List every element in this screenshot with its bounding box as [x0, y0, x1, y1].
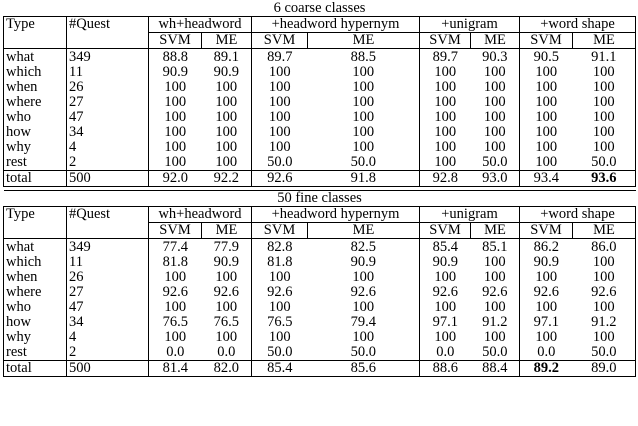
cell-value: 100 [149, 155, 202, 171]
method-header-svm: SVM [420, 33, 471, 49]
cell-value: 100 [352, 330, 375, 345]
cell-quest: 26 [67, 270, 149, 285]
cell-value: 100 [252, 270, 308, 285]
column-group-header: +unigram [420, 207, 520, 223]
cell-value: 100 [352, 95, 375, 110]
cell-value: 50.0 [350, 345, 376, 360]
cell-value: 100 [573, 125, 636, 140]
cell-type: who [4, 110, 67, 125]
cell-value [520, 361, 573, 377]
cell-quest: 34 [67, 125, 149, 140]
best-value: 93.6 [591, 170, 617, 186]
cell-type: where [4, 285, 67, 300]
cell-value: 100 [215, 270, 238, 285]
cell-type: which [4, 65, 67, 80]
column-group-header: +unigram [420, 17, 520, 33]
cell-value: 100 [483, 80, 506, 95]
column-group-header: +headword hypernym [252, 207, 420, 223]
cell-value: 100 [252, 110, 308, 125]
cell-type: when [4, 80, 67, 95]
cell-value: 100 [420, 110, 471, 125]
cell-value: 76.5 [149, 315, 202, 330]
cell-value: 100 [252, 95, 308, 110]
results-table-body [4, 1, 636, 377]
cell-type: what [4, 49, 67, 66]
cell-type: why [4, 140, 67, 155]
cell-value: 90.5 [520, 49, 573, 66]
method-header-svm: SVM [252, 223, 308, 239]
cell-value: 89.7 [252, 49, 308, 66]
method-header-me: ME [573, 33, 636, 49]
cell-value: 89.1 [213, 49, 239, 65]
cell-type: how [4, 125, 67, 140]
cell-value: 100 [352, 300, 375, 315]
cell-value: 100 [352, 65, 375, 80]
table-row [4, 140, 636, 155]
cell-value: 100 [149, 80, 202, 95]
method-header-me: ME [202, 223, 252, 239]
cell-value: 88.5 [350, 49, 376, 65]
cell-value: 100 [520, 95, 573, 110]
column-header-type: Type [4, 17, 67, 49]
cell-value: 100 [420, 300, 471, 315]
cell-value: 90.9 [520, 255, 573, 270]
cell-value: 100 [149, 95, 202, 110]
cell-value: 100 [352, 110, 375, 125]
cell-value: 100 [420, 65, 471, 80]
method-header-svm: SVM [520, 33, 573, 49]
method-header-svm: SVM [252, 33, 308, 49]
section-caption: 6 coarse classes [273, 1, 366, 16]
cell-value: 100 [215, 80, 238, 95]
column-header-quest: #Quest [67, 207, 149, 239]
cell-value: 100 [483, 330, 506, 345]
cell-value: 100 [483, 110, 506, 125]
column-header-type: Type [4, 207, 67, 239]
cell-value: 82.0 [202, 361, 252, 377]
cell-type: total [4, 171, 67, 187]
method-header-me: ME [471, 33, 520, 49]
cell-value: 79.4 [350, 315, 376, 330]
cell-value: 50.0 [573, 155, 636, 171]
cell-type: what [4, 239, 67, 256]
column-header-quest: #Quest [67, 17, 149, 49]
cell-quest: 2 [67, 155, 149, 171]
cell-value: 86.2 [520, 239, 573, 256]
table-row [4, 270, 636, 285]
method-header-svm: SVM [520, 223, 573, 239]
table-row [4, 110, 636, 125]
cell-value: 91.2 [573, 315, 636, 330]
cell-type: rest [4, 155, 67, 171]
cell-value: 100 [252, 80, 308, 95]
table-row [4, 155, 636, 171]
cell-type: how [4, 315, 67, 330]
cell-quest: 11 [67, 255, 149, 270]
cell-value: 76.5 [252, 315, 308, 330]
cell-type: which [4, 255, 67, 270]
column-group-header: +headword hypernym [252, 17, 420, 33]
cell-value: 100 [483, 65, 506, 80]
cell-value: 89.0 [573, 361, 636, 377]
cell-value: 100 [573, 270, 636, 285]
cell-value: 100 [520, 270, 573, 285]
column-group-header: +word shape [520, 17, 636, 33]
table-row [4, 285, 636, 300]
cell-value: 100 [215, 330, 238, 345]
section-caption: 50 fine classes [4, 191, 636, 207]
cell-value: 92.6 [252, 171, 308, 187]
method-header-me: ME [573, 223, 636, 239]
method-header-me: ME [308, 223, 420, 239]
method-header-svm: SVM [420, 223, 471, 239]
cell-value: 0.0 [217, 345, 236, 360]
cell-quest: 2 [67, 345, 149, 361]
cell-value: 100 [573, 65, 636, 80]
cell-value: 88.4 [471, 361, 520, 377]
cell-value: 90.9 [350, 255, 376, 270]
cell-value: 100 [215, 155, 238, 170]
cell-value: 0.0 [149, 345, 202, 361]
cell-value: 100 [573, 140, 636, 155]
cell-value: 100 [252, 125, 308, 140]
cell-value: 90.9 [420, 255, 471, 270]
cell-value: 100 [420, 140, 471, 155]
cell-quest: 4 [67, 330, 149, 345]
table-row [4, 95, 636, 110]
cell-value: 92.6 [213, 285, 239, 300]
cell-value: 100 [215, 125, 238, 140]
cell-value: 100 [149, 330, 202, 345]
cell-value [573, 171, 636, 187]
table-row [4, 315, 636, 330]
table-row [4, 345, 636, 361]
method-header-svm: SVM [149, 223, 202, 239]
method-header-svm: SVM [149, 33, 202, 49]
cell-value: 89.7 [420, 49, 471, 66]
cell-value: 100 [149, 140, 202, 155]
table-row [4, 80, 636, 95]
cell-value: 100 [573, 95, 636, 110]
cell-value: 91.8 [308, 171, 420, 187]
cell-value: 100 [420, 125, 471, 140]
cell-value: 81.4 [149, 361, 202, 377]
cell-quest: 11 [67, 65, 149, 80]
cell-value: 85.4 [420, 239, 471, 256]
method-header-me: ME [471, 223, 520, 239]
cell-value: 100 [483, 300, 506, 315]
cell-value: 50.0 [482, 345, 508, 360]
cell-value: 92.2 [202, 171, 252, 187]
cell-value: 100 [352, 80, 375, 95]
total-row [4, 361, 636, 377]
cell-quest: 34 [67, 315, 149, 330]
cell-type: where [4, 95, 67, 110]
cell-quest: 27 [67, 285, 149, 300]
column-group-header: +word shape [520, 207, 636, 223]
table-row [4, 239, 636, 256]
cell-value: 97.1 [520, 315, 573, 330]
cell-value: 90.9 [213, 65, 239, 80]
cell-value: 100 [149, 300, 202, 315]
cell-value: 92.6 [420, 285, 471, 300]
cell-value: 91.1 [573, 49, 636, 66]
cell-quest: 349 [67, 239, 149, 256]
cell-quest: 4 [67, 140, 149, 155]
table-row [4, 300, 636, 315]
cell-value: 81.8 [149, 255, 202, 270]
cell-value: 86.0 [573, 239, 636, 256]
cell-value: 100 [420, 330, 471, 345]
cell-value: 100 [215, 140, 238, 155]
cell-value: 92.6 [149, 285, 202, 300]
cell-value: 92.6 [350, 285, 376, 300]
cell-value: 92.6 [252, 285, 308, 300]
cell-value: 50.0 [252, 345, 308, 361]
cell-value: 91.2 [482, 315, 508, 330]
cell-type: who [4, 300, 67, 315]
cell-type: why [4, 330, 67, 345]
cell-value: 100 [573, 80, 636, 95]
cell-value: 100 [420, 155, 471, 171]
cell-value: 100 [352, 270, 375, 285]
cell-value: 50.0 [482, 155, 508, 170]
total-row [4, 171, 636, 187]
cell-value: 50.0 [252, 155, 308, 171]
cell-value: 76.5 [213, 315, 239, 330]
method-header-me: ME [308, 33, 420, 49]
cell-value: 100 [520, 330, 573, 345]
cell-value: 88.8 [149, 49, 202, 66]
table-row [4, 255, 636, 270]
cell-value: 100 [215, 300, 238, 315]
cell-value: 100 [252, 65, 308, 80]
cell-value: 90.9 [149, 65, 202, 80]
section-caption-row [4, 1, 636, 17]
cell-value: 100 [252, 330, 308, 345]
cell-value: 92.6 [482, 285, 508, 300]
cell-value: 77.9 [213, 239, 239, 255]
results-table [3, 1, 636, 377]
method-header-me: ME [202, 33, 252, 49]
cell-value: 100 [483, 95, 506, 110]
cell-value: 92.6 [573, 285, 636, 300]
cell-value: 88.6 [420, 361, 471, 377]
cell-value: 100 [483, 270, 506, 285]
cell-value: 85.4 [252, 361, 308, 377]
cell-value: 97.1 [420, 315, 471, 330]
results-table-container [3, 1, 635, 377]
cell-quest: 500 [67, 361, 149, 377]
cell-value: 82.5 [350, 239, 376, 255]
cell-value: 100 [573, 110, 636, 125]
header-row-groups [4, 17, 636, 33]
cell-value: 100 [520, 140, 573, 155]
cell-value: 100 [520, 125, 573, 140]
cell-quest: 500 [67, 171, 149, 187]
cell-value: 100 [420, 80, 471, 95]
table-row [4, 49, 636, 66]
cell-value: 85.1 [482, 239, 508, 255]
cell-value: 100 [520, 65, 573, 80]
cell-value: 100 [215, 110, 238, 125]
cell-value: 100 [520, 110, 573, 125]
cell-value: 100 [483, 125, 506, 140]
cell-value: 100 [520, 80, 573, 95]
cell-value: 100 [149, 110, 202, 125]
cell-value: 100 [420, 270, 471, 285]
cell-value: 92.0 [149, 171, 202, 187]
cell-value: 50.0 [573, 345, 636, 361]
cell-value: 100 [573, 330, 636, 345]
cell-value: 82.8 [252, 239, 308, 256]
table-row [4, 330, 636, 345]
cell-value: 100 [352, 125, 375, 140]
column-group-header: wh+headword [149, 207, 252, 223]
cell-value: 93.0 [471, 171, 520, 187]
cell-quest: 47 [67, 300, 149, 315]
cell-value: 100 [520, 300, 573, 315]
cell-value: 90.9 [213, 255, 239, 270]
cell-value: 100 [520, 155, 573, 171]
cell-value: 81.8 [252, 255, 308, 270]
table-row [4, 65, 636, 80]
cell-value: 100 [483, 255, 506, 270]
best-value: 89.2 [533, 360, 559, 376]
cell-quest: 26 [67, 80, 149, 95]
cell-value: 100 [252, 140, 308, 155]
cell-value: 100 [573, 255, 636, 270]
section-caption-row [4, 191, 636, 207]
cell-quest: 47 [67, 110, 149, 125]
table-row [4, 125, 636, 140]
cell-value: 85.6 [308, 361, 420, 377]
cell-value: 100 [149, 270, 202, 285]
column-group-header: wh+headword [149, 17, 252, 33]
cell-value: 77.4 [149, 239, 202, 256]
cell-value: 90.3 [482, 49, 508, 65]
cell-value: 93.4 [520, 171, 573, 187]
cell-value: 92.6 [520, 285, 573, 300]
cell-value: 0.0 [520, 345, 573, 361]
cell-type: when [4, 270, 67, 285]
cell-type: rest [4, 345, 67, 361]
cell-value: 0.0 [420, 345, 471, 361]
cell-quest: 349 [67, 49, 149, 66]
cell-type: total [4, 361, 67, 377]
cell-value: 100 [215, 95, 238, 110]
cell-value: 100 [483, 140, 506, 155]
cell-value: 100 [149, 125, 202, 140]
cell-value: 100 [252, 300, 308, 315]
cell-value: 92.8 [420, 171, 471, 187]
header-row-groups [4, 207, 636, 223]
cell-value: 100 [420, 95, 471, 110]
cell-value: 100 [352, 140, 375, 155]
cell-value: 100 [573, 300, 636, 315]
cell-value: 50.0 [350, 155, 376, 170]
cell-quest: 27 [67, 95, 149, 110]
